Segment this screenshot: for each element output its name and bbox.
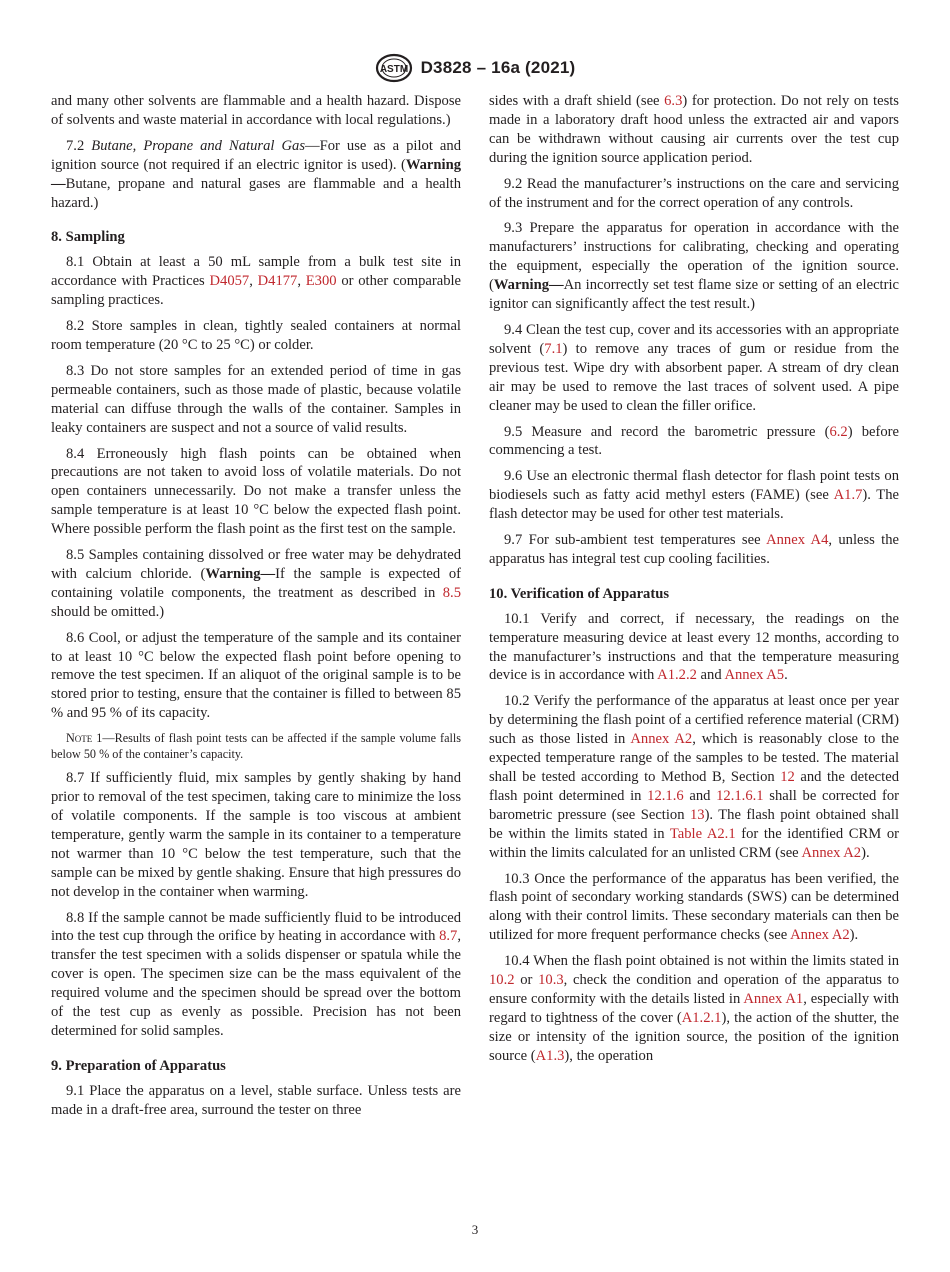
- paragraph-10-4: 10.4 When the flash point obtained is not within the limits stated in 10.2 or 10.3, check the condition and operation of the apparatus to ensure conformity with the details listed in Annex A1, especially with regard to tightness of the cover (A1.2.1), the action of the shutter, the size or intensity of the ignition source, the position of the ignition source (A1.3), the operation: [489, 953, 899, 1064]
- link-d4057[interactable]: D4057: [209, 273, 250, 290]
- link-table-a2-1[interactable]: Table A2.1: [669, 825, 736, 842]
- svg-text:ASTM: ASTM: [379, 64, 408, 75]
- link-10-3[interactable]: 10.3: [538, 972, 564, 989]
- paragraph-9-1: 9.1 Place the apparatus on a level, stable surface. Unless tests are made in a draft-free area, surround the tester on three: [51, 1082, 461, 1118]
- section-9-heading: 9. Preparation of Apparatus: [51, 1057, 226, 1074]
- link-annex-a1[interactable]: Annex A1: [743, 990, 804, 1007]
- paragraph-9-2: 9.2 Read the manufacturer’s instructions on the care and servicing of the instrument and for the correct operation of any controls.: [489, 175, 899, 211]
- paragraph-8-1: 8.1 Obtain at least a 50 mL sample from a bulk test site in accordance with Practices D4057, D4177, E300 or other comparable sampling practices.: [51, 254, 462, 309]
- paragraph-8-8: 8.8 If the sample cannot be made sufficiently fluid to be introduced into the test cup through the orifice by heating in accordance with 8.7, transfer the test specimen with a solids dispenser or spatula while the cover is open. The specimen size can be the mass equivalent of the required volume and the specimen should be spread over the bottom of the test cup as evenly as possible. Precision has not been determined for solid samples.: [51, 909, 461, 1039]
- section-8-heading: 8. Sampling: [51, 229, 125, 246]
- link-6-3[interactable]: 6.3: [664, 93, 683, 109]
- link-a1-3[interactable]: A1.3: [535, 1047, 565, 1064]
- paragraph-7-1-continued: and many other solvents are flammable and a health hazard. Dispose of solvents and waste material in accordance with local regulations.): [51, 93, 461, 128]
- link-a1-7[interactable]: A1.7: [833, 487, 863, 504]
- paragraph-8-7: 8.7 If sufficiently fluid, mix samples by gently shaking by hand prior to removal of the test specimen, taking care to minimize the loss of volatile components. If the sample is too viscous at ambient temperature, gently warm the sample in its container to a temperature not warmer than 10 °C below the test temperature, such that the sample can be mixed by gentle shaking. Ensure that high pressures do not develop in the container when warming.: [51, 770, 461, 900]
- paragraph-9-4: 9.4 Clean the test cup, cover and its accessories with an appropriate solvent (7.1) to remove any traces of gum or residue from the previous test. Wipe dry with absorbent paper. A stream of dry clean air may be used to remove the last traces of solvent used. A pipe cleaner may be used to clean the filler orifice.: [489, 321, 899, 414]
- paragraph-8-4: 8.4 Erroneously high flash points can be obtained when precautions are not taken to avoid loss of volatile materials. Do not open containers unnecessarily. Do not make a transfer unless the sample temperature is at least 10 °C below the expected flash point. Where possible perform the flash point as the first test on the sample.: [51, 445, 461, 538]
- paragraph-8-2: 8.2 Store samples in clean, tightly sealed containers at normal room temperature (20 °C to 25 °C) or colder.: [51, 318, 461, 353]
- link-6-2[interactable]: 6.2: [829, 423, 848, 440]
- right-column: [489, 92, 899, 1073]
- paragraph-10-1: 10.1 Verify and correct, if necessary, the readings on the temperature measuring device at least every 12 months, according to the manufacturer’s instructions and that the temperature measuring device is in accordance with A1.2.2 and Annex A5.: [489, 610, 899, 684]
- link-8-7[interactable]: 8.7: [439, 928, 458, 945]
- link-section-13[interactable]: 13: [689, 806, 705, 823]
- link-section-12[interactable]: 12: [780, 769, 795, 785]
- link-annex-a2[interactable]: Annex A2: [790, 927, 850, 944]
- paragraph-8-6: 8.6 Cool, or adjust the temperature of the sample and its container to at least 10 °C below the expected flash point before opening to remove the test specimen. If an aliquot of the original sample is to be stored prior to testing, ensure that the container is filled to between 85 % and 95 % of its capacity.: [51, 629, 461, 722]
- page-header: [0, 51, 950, 85]
- link-12-1-6-1[interactable]: 12.1.6.1: [716, 787, 764, 804]
- link-d4177[interactable]: D4177: [257, 273, 298, 290]
- paragraph-8-3: 8.3 Do not store samples for an extended period of time in gas permeable containers, such as those made of plastic, because volatile material can diffuse through the walls of the container. Samples in leaky containers are suspect and not a source of valid results.: [51, 362, 461, 436]
- link-annex-a5[interactable]: Annex A5: [724, 667, 785, 684]
- paragraph-10-2: 10.2 Verify the performance of the apparatus at least once per year by determining the flash point of a certified reference material (CRM) such as those listed in Annex A2, which is reasonably close to the expected temperature range of the samples to be tested. The material shall be tested according to Method B, Section 12 and the detected flash point determined in 12.1.6 and 12.1.6.1 shall be corrected for barometric pressure (see Section 13). The flash point obtained shall be within the limits stated in Table A2.1 for the identified CRM or within the limits calculated for an unlisted CRM (see Annex A2).: [489, 693, 900, 861]
- link-12-1-6[interactable]: 12.1.6: [647, 787, 684, 804]
- paragraph-9-7: 9.7 For sub-ambient test temperatures see Annex A4, unless the apparatus has integral test cup cooling facilities.: [489, 532, 899, 567]
- link-e300[interactable]: E300: [305, 273, 337, 290]
- section-10-heading: 10. Verification of Apparatus: [489, 585, 669, 602]
- link-10-2[interactable]: 10.2: [489, 972, 515, 989]
- paragraph-9-1-continued: sides with a draft shield (see 6.3) for protection. Do not rely on tests made in a laboratory draft hood unless the extracted air and vapors can be withdrawn without causing air currents over the test cup during the ignition source application period.: [489, 93, 899, 166]
- paragraph-10-3: 10.3 Once the performance of the apparatus has been verified, the flash point of secondary working standards (SWS) can be determined along with their control limits. These secondary materials can then be utilized for more frequent performance checks (see Annex A2).: [489, 870, 899, 944]
- standard-designation: D3828 – 16a (2021): [420, 58, 576, 77]
- link-a1-2-2[interactable]: A1.2.2: [657, 667, 697, 684]
- link-7-1[interactable]: 7.1: [544, 340, 563, 357]
- paragraph-8-5: 8.5 Samples containing dissolved or free water may be dehydrated with calcium chloride. (Warning—If the sample is expected of containing volatile components, the treatment as described in 8.5 should be omitted.): [51, 547, 462, 620]
- link-annex-a4[interactable]: Annex A4: [766, 532, 829, 549]
- link-annex-a2[interactable]: Annex A2: [801, 844, 862, 861]
- link-8-5[interactable]: 8.5: [442, 584, 461, 601]
- astm-logo-icon: [375, 53, 413, 83]
- paragraph-9-3: 9.3 Prepare the apparatus for operation in accordance with the manufacturers’ instructions for calibrating, checking and operating the equipment, especially the operation of the ignition source. (Warning—An incorrectly set test flame size or setting of an electric ignitor can significantly affect the test result.): [489, 220, 899, 313]
- link-a1-2-1[interactable]: A1.2.1: [681, 1009, 722, 1026]
- paragraph-9-6: 9.6 Use an electronic thermal flash detector for flash point tests on biodiesels such as fatty acid methyl esters (FAME) (see A1.7). The flash detector may be used for other test materials.: [489, 468, 899, 523]
- page-number: 3: [471, 1222, 479, 1237]
- link-annex-a2[interactable]: Annex A2: [630, 731, 693, 748]
- paragraph-7-2: 7.2 Butane, Propane and Natural Gas—For use as a pilot and ignition source (not required if an electric ignitor is used). (Warning—Butane, propane and natural gases are flammable and a health hazard.): [51, 137, 462, 211]
- paragraph-9-5: 9.5 Measure and record the barometric pressure (6.2) before commencing a test.: [489, 423, 900, 459]
- note-1: Note 1—Results of flash point tests can be affected if the sample volume falls below 50 % of the container’s capacity.: [51, 731, 461, 762]
- left-column: [51, 92, 461, 1127]
